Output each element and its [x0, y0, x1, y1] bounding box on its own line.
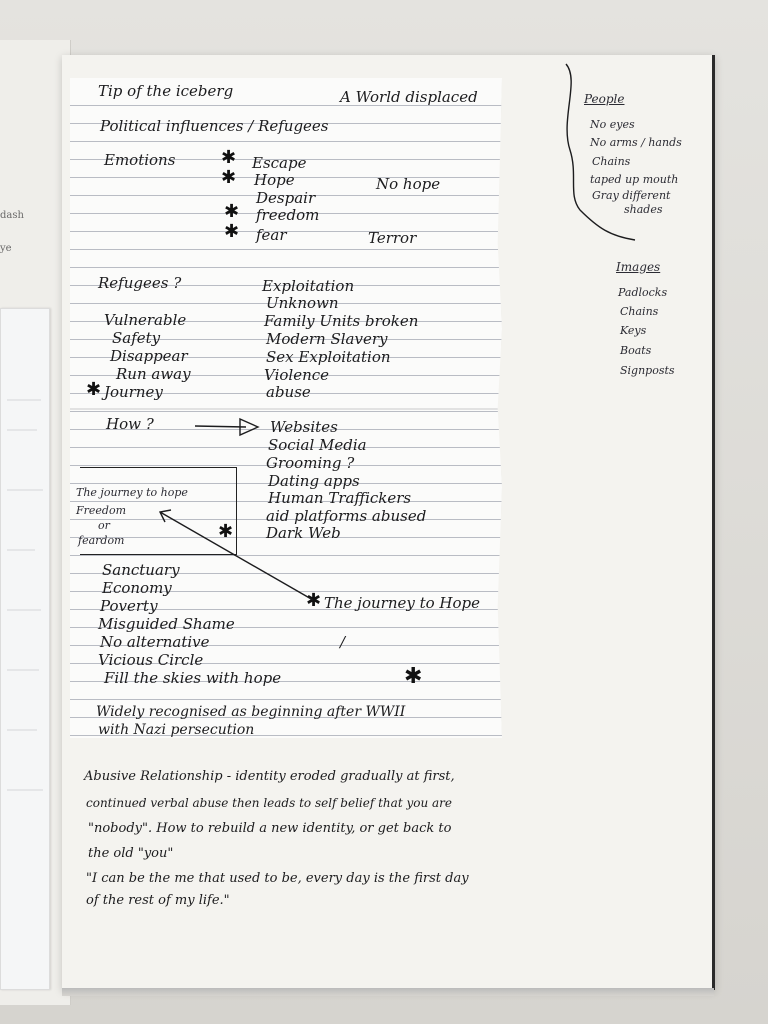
asterisk-mark: ✱: [221, 167, 237, 188]
journey-to-hope-note: The journey to Hope: [324, 594, 481, 612]
asterisk-mark: ✱: [306, 590, 322, 611]
images-title: Images: [616, 260, 661, 274]
emotions-label: Emotions: [104, 151, 176, 169]
header-tip-of-iceberg: Tip of the iceberg: [98, 82, 234, 100]
method-word: Dark Web: [266, 524, 341, 542]
exploitation-word: Sex Exploitation: [266, 348, 391, 366]
exploitation-word: abuse: [266, 383, 311, 401]
refugees-label: Refugees ?: [98, 274, 182, 292]
bottom-note-line: the old "you": [88, 846, 174, 861]
bottom-note-line: "nobody". How to rebuild a new identity, or get back to: [88, 821, 452, 836]
lower-word: Misguided Shame: [98, 615, 235, 633]
lower-word: Sanctuary: [102, 561, 180, 579]
images-item: Padlocks: [618, 286, 668, 299]
journey-arrow-head: [160, 510, 171, 522]
header-world-displaced: A World displaced: [340, 88, 478, 106]
emotion-word: fear: [256, 226, 287, 244]
images-item: Chains: [620, 305, 659, 318]
underlying-text-snippet: dash: [0, 210, 24, 221]
exploitation-word: Family Units broken: [264, 312, 419, 330]
emotion-word: Despair: [256, 189, 316, 207]
lower-word: Fill the skies with hope: [104, 669, 282, 687]
refugee-word: Run away: [116, 365, 191, 383]
lower-word: No alternative: [100, 633, 210, 651]
box-line: The journey to hope: [76, 486, 188, 499]
people-item: taped up mouth: [590, 173, 679, 186]
people-item: Gray different: [592, 189, 671, 202]
images-item: Signposts: [620, 364, 675, 377]
asterisk-mark: ✱: [218, 521, 234, 542]
box-line: feardom: [78, 534, 125, 547]
method-word: Grooming ?: [266, 454, 355, 472]
method-word: Human Traffickers: [268, 489, 412, 507]
box-line: Freedom: [76, 504, 127, 517]
refugee-word: Vulnerable: [104, 311, 187, 329]
asterisk-mark: ✱: [86, 379, 102, 400]
bottom-note-line: Abusive Relationship - identity eroded gradually at first,: [84, 769, 455, 784]
lower-word: Vicious Circle: [98, 651, 204, 669]
lower-word: Poverty: [100, 597, 158, 615]
exploitation-word: Unknown: [266, 294, 339, 312]
emotion-word: Escape: [252, 154, 307, 172]
refugee-word: Safety: [112, 329, 161, 347]
people-item: No eyes: [590, 118, 635, 131]
slash-mark: /: [340, 633, 346, 651]
bottom-note-line: "I can be the me that used to be, every day is the first day: [86, 871, 469, 886]
method-word: Social Media: [268, 436, 367, 454]
emotion-word: Hope: [254, 171, 295, 189]
underlying-text-snippet: ye: [0, 243, 12, 254]
asterisk-mark: ✱: [404, 664, 423, 689]
no-hope-note: No hope: [376, 175, 441, 193]
asterisk-mark: ✱: [224, 201, 240, 222]
how-label: How ?: [106, 415, 154, 433]
exploitation-word: Violence: [264, 366, 330, 384]
box-line: or: [98, 519, 110, 532]
header-political-influences: Political influences / Refugees: [100, 117, 329, 135]
people-title: People: [584, 92, 625, 106]
asterisk-mark: ✱: [221, 147, 237, 168]
exploitation-word: Exploitation: [262, 277, 355, 295]
journey-arrow-shaft: [160, 512, 313, 600]
how-arrow-shaft: [195, 426, 246, 427]
exploitation-word: Modern Slavery: [266, 330, 388, 348]
emotion-word: freedom: [256, 206, 320, 224]
people-item: No arms / hands: [590, 136, 682, 149]
refugee-word: Disappear: [110, 347, 188, 365]
method-word: Websites: [270, 418, 338, 436]
people-item: Chains: [592, 155, 631, 168]
terror-note: Terror: [368, 229, 417, 247]
refugee-word: Journey: [104, 383, 163, 401]
footer-line: with Nazi persecution: [98, 722, 255, 738]
lower-word: Economy: [102, 579, 172, 597]
method-word: aid platforms abused: [266, 507, 427, 525]
people-item: shades: [624, 203, 663, 216]
asterisk-mark: ✱: [224, 221, 240, 242]
images-item: Keys: [620, 324, 647, 337]
method-word: Dating apps: [268, 472, 360, 490]
bottom-note-line: of the rest of my life.": [86, 893, 230, 908]
images-item: Boats: [620, 344, 652, 357]
footer-line: Widely recognised as beginning after WWII: [96, 704, 406, 720]
bottom-note-line: continued verbal abuse then leads to self belief that you are: [86, 796, 452, 810]
